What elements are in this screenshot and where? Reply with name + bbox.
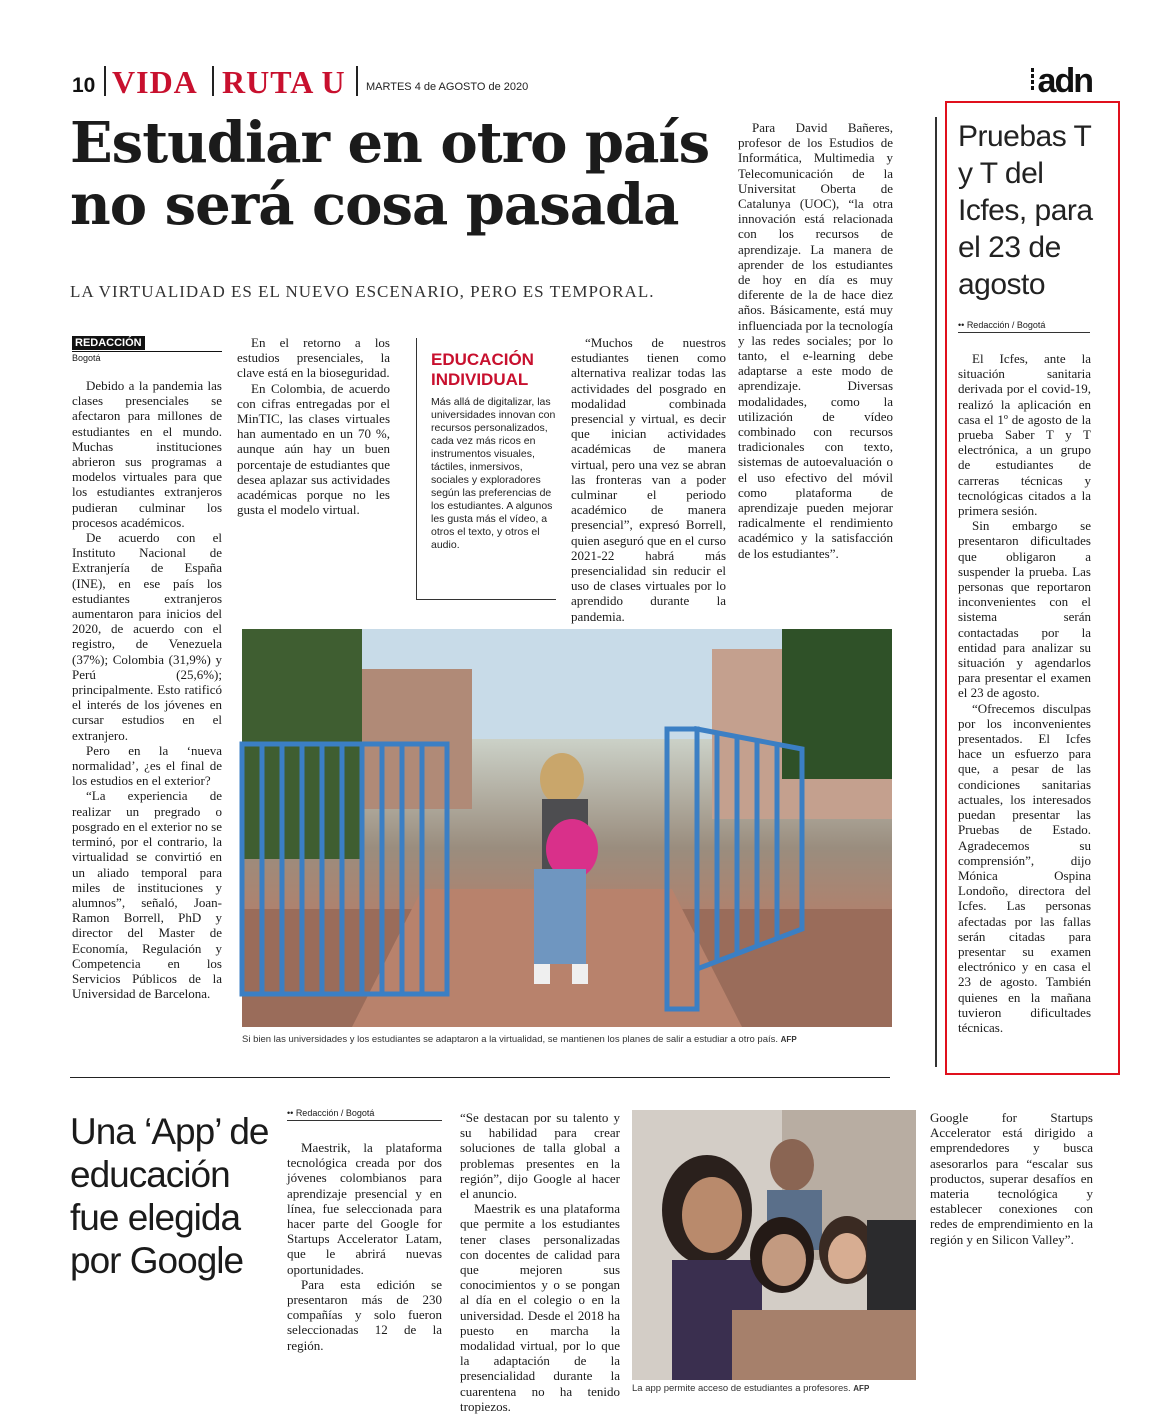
paragraph: Debido a la pandemia las clases presenciales se afectaron para millones de estudiantes en el mundo. Muchas instituciones abrieron sus programas a modelos virtuales para que los estudiantes extranjeros pudieran culminar los procesos académicos. [72,378,222,530]
bottom-headline: Una ‘App’ de educación fue elegida por Google [70,1111,269,1281]
photo-credit: AFP [853,1384,870,1393]
main-photo-caption [242,1034,892,1045]
bottom-column-1 [287,1140,442,1370]
main-photo [242,629,892,1027]
divider [356,66,358,96]
section-title: VIDA [112,64,198,100]
main-column-4 [571,335,726,624]
byline-rule [72,351,222,352]
main-headline: Estudiar en otro país no será cosa pasada [70,110,710,238]
paragraph: Maestrik, la plataforma tecnológica creada por dos jóvenes colombianos para aprendizaje presencial y en línea, fue seleccionada para hacer parte del Google for Startups Accelerator Latam, que le abrirá nuevas oportunidades. [287,1140,442,1277]
box-headline: Pruebas T y T del Icfes, para el 23 de agosto [958,120,1093,301]
byline-text: Redacción / Bogotá [295,1108,375,1118]
box-byline: •• Redacción / Bogotá [958,320,1090,333]
adn-logo: adn [1037,62,1092,100]
main-kicker: LA VIRTUALIDAD ES EL NUEVO ESCENARIO, PERO ES TEMPORAL. [70,282,655,301]
subsection-title: RUTA U [222,64,346,100]
paragraph: Sin embargo se presentaron dificultades que obligaron a suspender la prueba. Las personas que reportaron inconvenientes con el sistema serán contactadas por la entidad para analizar su situación y agendarlos para presentar el examen el 23 de agosto. [958,518,1091,701]
paragraph: De acuerdo con el Instituto Nacional de Extranjería de España (INE), en ese país los estudiantes extranjeros aumentaron para inicios del 2020, de acuerdo con el registro, de Venezuela (37%); Colombia (31,9%) y Perú (25,6%); principalmente. Esto ratificó el interés de los jóvenes en cursar estudios en el extranjero. [72,530,222,743]
paragraph: Maestrik es una plataforma que permite a los estudiantes tener clases personalizadas con docentes de calidad para que mejoren sus conocimientos y o se pongan al día en el colegio o en la universidad. Desde el 2018 ha puesto en marcha la modalidad virtual, por lo que la adaptación de la presencialidad durante la cuarentena no ha tenido tropiezos. [460,1201,620,1414]
students-photo [632,1110,916,1380]
sidebar-title: EDUCACIÓN INDIVIDUAL [431,350,534,389]
bottom-column-3 [930,1110,1093,1380]
byline-text: Redacción / Bogotá [966,320,1046,330]
byline-tag: REDACCIÓN [72,336,145,350]
main-column-2 [237,335,390,605]
issue-date: MARTES 4 de AGOSTO de 2020 [366,81,529,93]
caption-text: La app permite acceso de estudiantes a profesores. [632,1383,851,1394]
paragraph: Para David Bañeres, profesor de los Estudios de Informática, Multimedia y Telecomunicación de la Universitat Oberta de Catalunya (UOC), “la otra innovación está relacionada con los recursos de aprendizaje. La manera de aprender de los estudiantes de hoy en día es muy diferente de la de hace diez años. Básicamente, está muy influenciada por la tecnología y las redes sociales; por lo tanto, el e-learning debe adaptarse a este modo de aprendizaje. Diversas modalidades, como la utilización de vídeo combinado con recursos tradicionales con texto, sistemas de autoevaluación o el uso efectivo del móvil como plataforma de aprendizaje pueden mejorar radicalmente el rendimiento académico y la satisfacción de los estudiantes”. [738,120,893,561]
box-body [958,351,1091,1051]
photo-credit: AFP [780,1035,797,1044]
bottom-column-2 [460,1110,620,1414]
paragraph: “Muchos de nuestros estudiantes tienen como alternativa realizar todas las actividades del posgrado en modalidad combinada presencial y virtual, es decir que inician actividades académicas de manera virtual, pero una vez se abran las fronteras van a poder culminar el periodo académico de manera presencial”, expresó Borrell, quien aseguró que en el curso 2021-22 habrá más presencialidad sin reducir el uso de clases virtuales por lo aprendido durante la pandemia. [571,335,726,624]
divider [212,66,214,96]
main-column-1 [72,378,222,1048]
paragraph: “Ofrecemos disculpas por los inconvenientes presentados. El Icfes hace un esfuerzo para que, a pesar de las condiciones sanitarias actuales, los interesados puedan presentar las Pruebas de Estado. Agradecemos su comprensión”, dijo Mónica Ospina Londoño, directora del Icfes. Las personas afectadas por las fallas serán citadas para presentar su examen electrónico y en casa el 23 de agosto. También quienes en la mañana tuvieron dificultades técnicas. [958,700,1091,1035]
byline-city: Bogotá [72,353,101,363]
bottom-byline: •• Redacción / Bogotá [287,1108,442,1121]
masthead [72,62,1092,100]
column-rule [935,117,937,1067]
paragraph: En Colombia, de acuerdo con cifras entregadas por el MinTIC, las clases virtuales han aumentado en un 70 %, aunque aún hay un buen porcentaje de estudiantes que desea aplazar sus actividades académicas porque no les gusta el modelo virtual. [237,380,390,518]
paragraph: Para esta edición se presentaron más de 230 compañías y solo fueron seleccionadas 12 de la región. [287,1276,442,1353]
divider [104,66,106,96]
paragraph: “La experiencia de realizar un pregrado o posgrado en el exterior no se terminó, por el contrario, la virtualidad se convirtió en un aliado temporal para miles de instituciones y alumnos”, señaló, Joan-Ramon Borrell, PhD y director del Master de Economía, Regulación y Competencia en los Servicios Públicos de la Universidad de Barcelona. [72,788,222,1002]
education-sidebar [416,338,556,600]
students-photo-caption [632,1383,922,1394]
page-number: 10 [72,74,96,97]
sidebar-body: Más allá de digitalizar, las universidades innovan con recursos personalizados, cada vez más ricos en instrumentos visuales, táctiles, inmersivos, sociales y exploradores según las preferencias de los estudiantes. A algunos les gusta más el vídeo, a otros el texto, y otros el audio. [431,396,556,551]
main-column-5 [738,120,893,605]
paragraph: “Se destacan por su talento y su habilidad para crear soluciones de talla global a problemas presentes en la región”, dijo Google al hacer el anuncio. [460,1110,620,1202]
students-illustration [632,1110,916,1380]
caption-text: Si bien las universidades y los estudiantes se adaptaron a la virtualidad, se mantienen los planes de salir a estudiar a otro país. [242,1034,779,1045]
gate-scene-illustration [242,629,892,1027]
paragraph: En el retorno a los estudios presenciales, la clave está en la bioseguridad. [237,335,390,381]
paragraph: Pero en la ‘nueva normalidad’, ¿es el final de los estudios en el exterior? [72,742,222,789]
section-divider [70,1077,890,1078]
paragraph: El Icfes, ante la situación sanitaria derivada por el covid-19, realizó la aplicación en casa el 1º de agosto de la prueba Saber T y T electrónica, a un grupo de estudiantes de carreras técnicas y tecnológicas citados a la primera sesión. [958,351,1091,519]
paragraph: Google for Startups Accelerator está dirigido a emprendedores y busca asesorarlos para “escalar sus productos, superar desafíos en materia tecnológica y establecer conexiones con redes de emprendimiento en la región y en Silicon Valley”. [930,1110,1093,1247]
